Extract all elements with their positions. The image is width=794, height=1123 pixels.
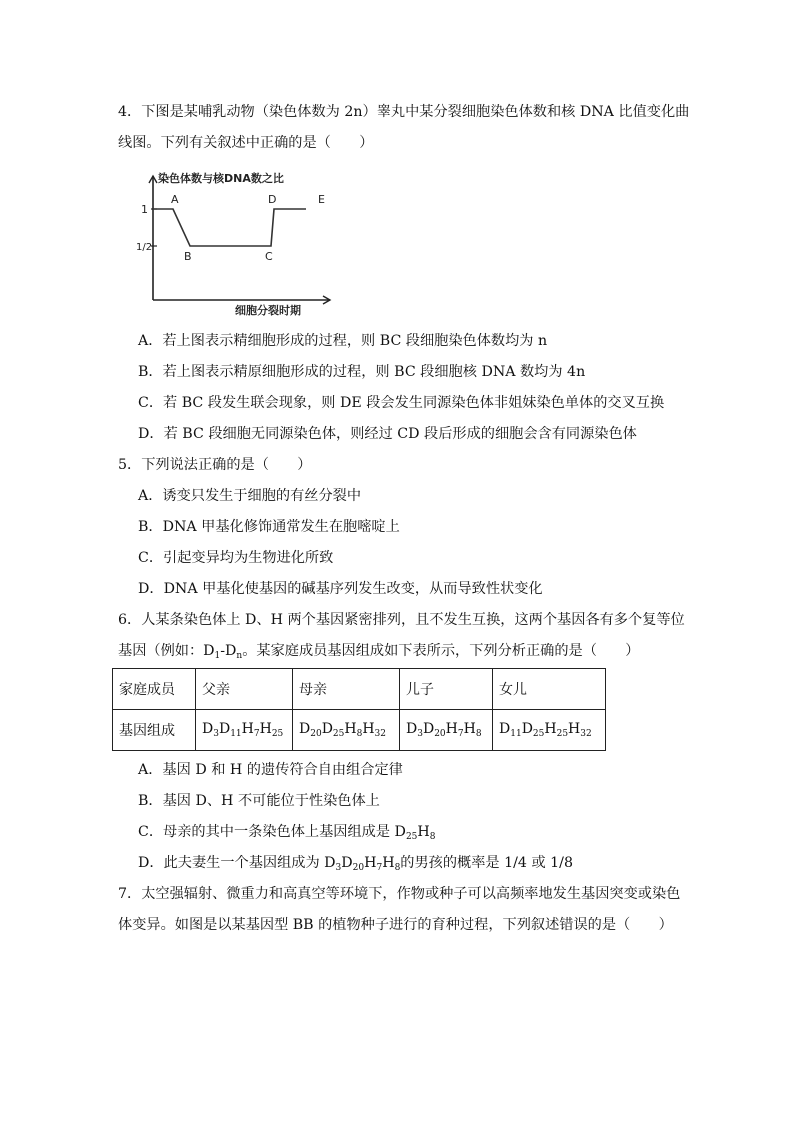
- q6-stem-line2: 基因（例如：$D_1-D_n$。某家庭成员基因组成如下表所示，下列分析正确的是（ ）: [118, 643, 640, 661]
- gene-subscript: 25: [556, 729, 569, 739]
- gene-letter: D: [321, 721, 333, 737]
- gene-letter: H: [344, 721, 357, 737]
- q4-option-d: D．若 BC 段细胞无同源染色体，则经过 CD 段后形成的细胞会含有同源染色体: [138, 426, 637, 442]
- header-cell: 儿子: [400, 669, 493, 710]
- header-cell: 父亲: [196, 669, 293, 710]
- q4-ratio-chart: [136, 168, 340, 318]
- gene-subscript: 32: [580, 729, 592, 739]
- row-label-cell: 基因组成: [113, 710, 196, 751]
- gene-subscript: 8: [356, 729, 363, 739]
- point-label-a: A: [171, 193, 179, 206]
- genotype-cell-mother: [293, 710, 400, 751]
- q4-option-b: B．若上图表示精原细胞形成的过程，则 BC 段细胞核 DNA 数均为 4n: [138, 364, 586, 380]
- gene-subscript: 7: [253, 729, 260, 739]
- gene-letter: H: [544, 721, 557, 737]
- genotype-cell-son: [400, 710, 493, 751]
- gene-letter: D: [299, 721, 311, 737]
- q5-option-c: C．引起变异均为生物进化所致: [138, 550, 334, 566]
- gene-subscript: 11: [510, 729, 522, 739]
- gene-subscript: 20: [310, 729, 322, 739]
- q6-option-b: B．基因 D、H 不可能位于性染色体上: [138, 793, 380, 809]
- gene-letter: D: [422, 721, 435, 737]
- gene-subscript: 11: [230, 729, 242, 739]
- ratio-curve: [153, 209, 306, 246]
- q4-option-a: A．若上图表示精细胞形成的过程，则 BC 段细胞染色体数均为 n: [138, 333, 548, 349]
- y-axis-label: 染色体数与核DNA数之比: [158, 172, 284, 185]
- gene-letter: H: [259, 721, 272, 737]
- gene-subscript: 7: [457, 729, 464, 739]
- header-cell: 母亲: [293, 669, 400, 710]
- point-label-e: E: [318, 193, 325, 206]
- y-tick-label: 1/2: [136, 242, 153, 253]
- table-header-row: [113, 669, 606, 710]
- header-cell: 女儿: [493, 669, 606, 710]
- gene-letter: D: [218, 721, 231, 737]
- q4-stem-line1: 4．下图是某哺乳动物（染色体数为 2n）睾丸中某分裂细胞染色体数和核 DNA 比值变化曲: [118, 104, 690, 120]
- genotype-table: [112, 668, 606, 751]
- gene-letter: H: [568, 721, 581, 737]
- q5-stem: 5．下列说法正确的是（ ）: [118, 457, 312, 473]
- gene-letter: H: [445, 721, 458, 737]
- gene-letter: D: [406, 721, 418, 737]
- gene-letter: H: [362, 721, 375, 737]
- gene-subscript: 8: [475, 729, 482, 739]
- q4-option-c: C．若 BC 段发生联会现象，则 DE 段会发生同源染色体非姐妹染色单体的交叉互换: [138, 395, 665, 411]
- gene-subscript: 20: [434, 729, 446, 739]
- q5-option-b: B．DNA 甲基化修饰通常发生在胞嘧啶上: [138, 519, 400, 535]
- gene-subscript: 3: [213, 729, 219, 739]
- gene-subscript: 25: [271, 729, 284, 739]
- table-row: [113, 710, 606, 751]
- gene-letter: H: [463, 721, 476, 737]
- gene-subscript: 3: [417, 729, 423, 739]
- x-axis-label: 细胞分裂时期: [235, 304, 301, 317]
- q6-stem-line1: 6．人某条染色体上 D、H 两个基因紧密排列，且不发生互换，这两个基因各有多个复等位: [118, 612, 685, 628]
- q7-stem-line2: 体变异。如图是以某基因型 BB 的植物种子进行的育种过程，下列叙述错误的是（ ）: [118, 917, 673, 933]
- q7-stem-line1: 7．太空强辐射、微重力和高真空等环境下，作物或种子可以高频率地发生基因突变或染色: [118, 886, 681, 902]
- gene-letter: D: [521, 721, 533, 737]
- q6-option-c: C．母亲的其中一条染色体上基因组成是 $D_{25}H_8$: [138, 824, 436, 842]
- q5-option-a: A．诱变只发生于细胞的有丝分裂中: [138, 488, 362, 504]
- gene-subscript: 25: [332, 729, 345, 739]
- gene-letter: D: [202, 721, 214, 737]
- point-label-b: B: [184, 250, 192, 263]
- q6-option-d: D．此夫妻生一个基因组成为 $D_3D_{20}H_7H_8$的男孩的概率是 1/4 或 1/8: [138, 855, 573, 873]
- y-tick-label: 1: [141, 203, 148, 216]
- gene-letter: H: [241, 721, 254, 737]
- gene-subscript: 25: [532, 729, 545, 739]
- q6-option-a: A．基因 D 和 H 的遗传符合自由组合定律: [138, 762, 403, 778]
- genotype-cell-father: [196, 710, 293, 751]
- gene-letter: D: [499, 721, 511, 737]
- point-label-d: D: [268, 193, 277, 206]
- genotype-cell-daughter: [493, 710, 606, 751]
- header-cell: 家庭成员: [113, 669, 196, 710]
- gene-subscript: 32: [374, 729, 386, 739]
- q4-stem-line2: 线图。下列有关叙述中正确的是（ ）: [118, 135, 374, 151]
- point-label-c: C: [265, 250, 273, 263]
- q5-option-d: D．DNA 甲基化使基因的碱基序列发生改变，从而导致性状变化: [138, 581, 543, 597]
